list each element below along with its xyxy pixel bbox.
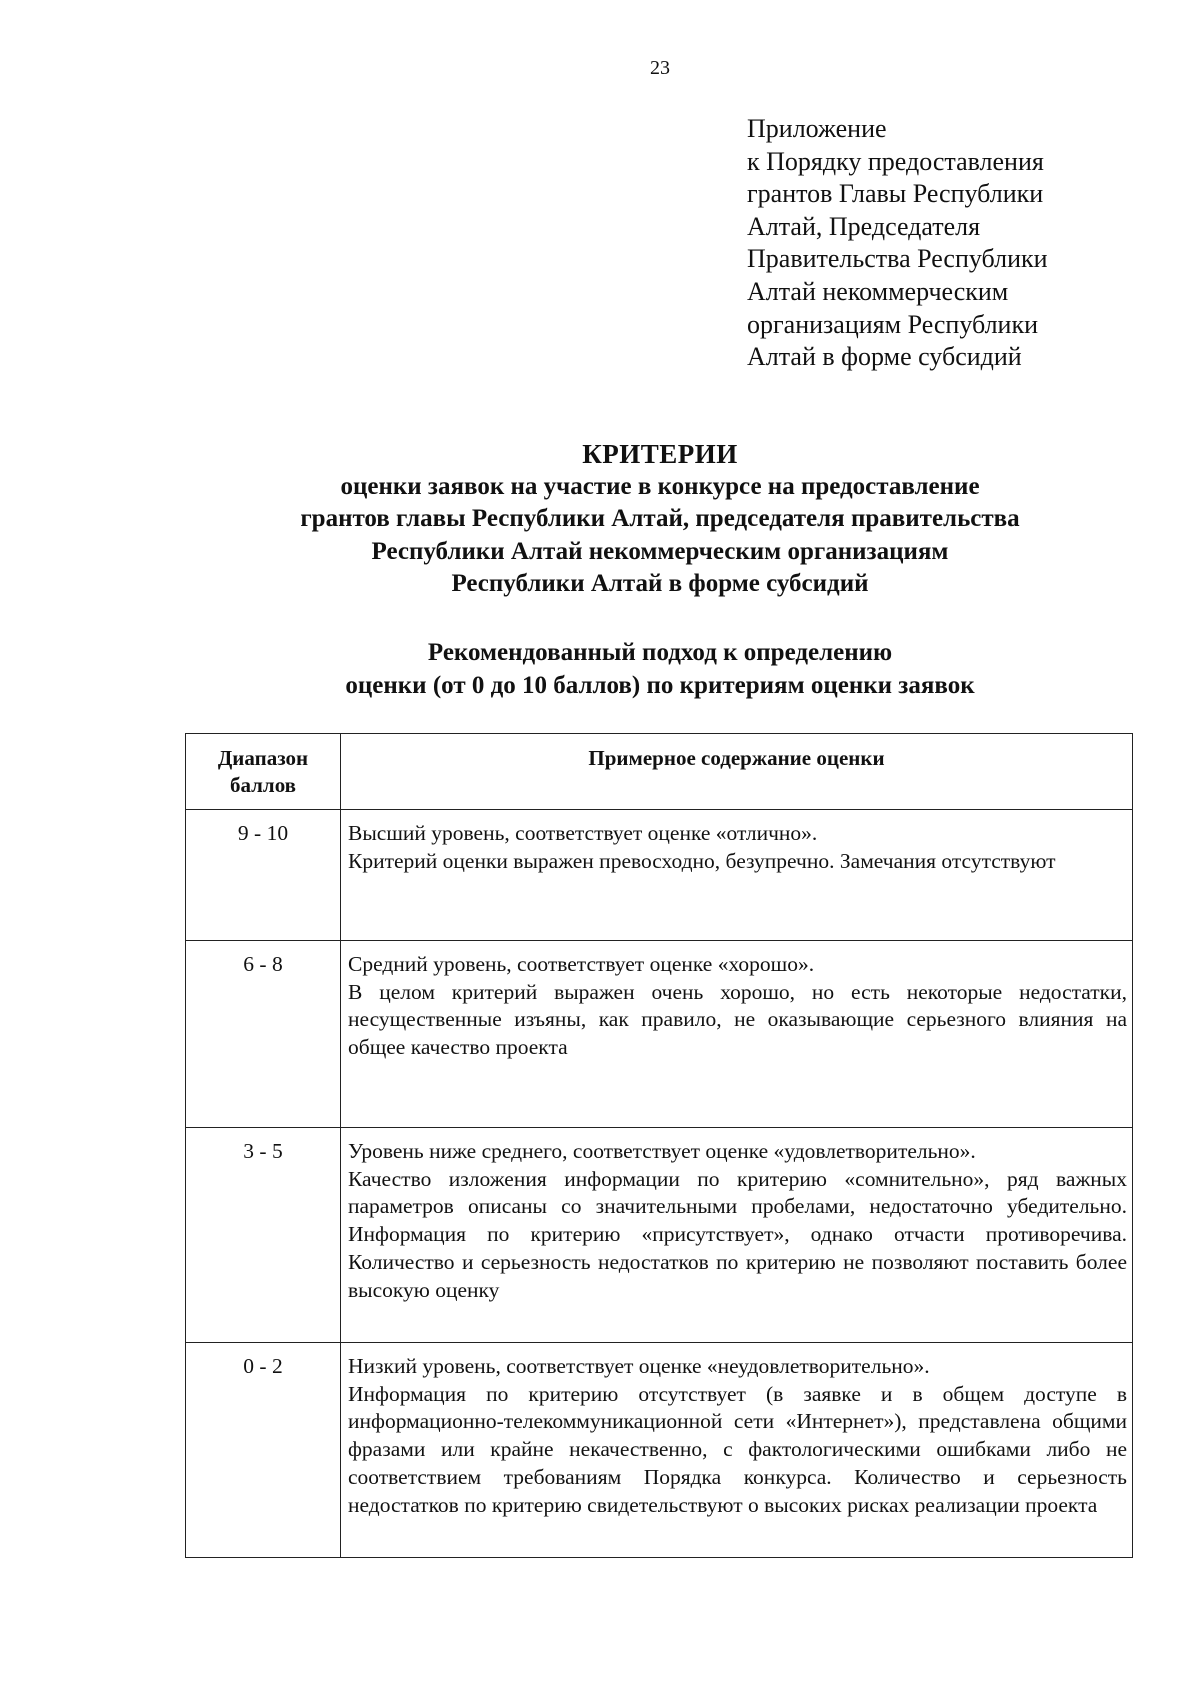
score-description bbox=[341, 1343, 1133, 1558]
score-range: 0 - 2 bbox=[186, 1343, 341, 1558]
appendix-line: грантов Главы Республики bbox=[747, 179, 1044, 209]
subtitle-line: Рекомендованный подход к определению bbox=[427, 639, 893, 666]
title-line: грантов главы Республики Алтай, председателя правительства bbox=[300, 505, 1020, 533]
title-line: оценки заявок на участие в конкурсе на предоставление bbox=[340, 472, 980, 500]
score-text: Информация по критерию отсутствует (в заявке и в общем доступе в информационно-телекоммуникационной сети «Интернет»), представлена общими фразами или крайне некачественно, с фактологическими ошибками либо не соответствием требованиям Порядка конкурса. Количество и серьезность недостатков по критерию свидетельствуют о высоких рисках реализации проекта bbox=[348, 1381, 1127, 1517]
score-description bbox=[341, 810, 1133, 941]
score-level: Средний уровень, соответствует оценке «хорошо». bbox=[348, 952, 815, 976]
score-text: Качество изложения информации по критерию «сомнительно», ряд важных параметров описаны со значительными пробелами, недостаточно убедительно. Информация по критерию «присутствует», однако отчасти противоречива. Количество и серьезность недостатков по критерию не позволяют поставить более высокую оценку bbox=[348, 1166, 1127, 1302]
document-subtitle bbox=[200, 637, 1120, 702]
appendix-note bbox=[747, 113, 1177, 374]
score-level: Низкий уровень, соответствует оценке «неудовлетворительно». bbox=[348, 1354, 930, 1378]
table-row bbox=[186, 1128, 1133, 1343]
header-range: Диапазон баллов bbox=[186, 734, 341, 810]
score-level: Высший уровень, соответствует оценке «отлично». bbox=[348, 821, 818, 845]
score-range: 9 - 10 bbox=[186, 810, 341, 941]
table-row bbox=[186, 810, 1133, 941]
page-number: 23 bbox=[650, 57, 670, 79]
appendix-line: организациям Республики bbox=[747, 309, 1039, 339]
title-line: Республики Алтай некоммерческим организациям bbox=[371, 537, 949, 565]
score-description bbox=[341, 1128, 1133, 1343]
appendix-line: Правительства Республики bbox=[747, 244, 1048, 274]
header-content: Примерное содержание оценки bbox=[341, 734, 1133, 810]
table-header-row bbox=[186, 734, 1133, 810]
score-text: Критерий оценки выражен превосходно, безупречно. Замечания отсутствуют bbox=[348, 848, 1056, 873]
score-level: Уровень ниже среднего, соответствует оценке «удовлетворительно». bbox=[348, 1139, 976, 1163]
title-line: Республики Алтай в форме субсидий bbox=[451, 570, 869, 598]
subtitle-line: оценки (от 0 до 10 баллов) по критериям оценки заявок bbox=[345, 671, 975, 699]
title-main: КРИТЕРИИ bbox=[582, 439, 738, 469]
score-range: 6 - 8 bbox=[186, 941, 341, 1128]
appendix-line: к Порядку предоставления bbox=[747, 146, 1044, 176]
appendix-line: Приложение bbox=[747, 114, 887, 143]
score-range: 3 - 5 bbox=[186, 1128, 341, 1343]
appendix-line: Алтай, Председателя bbox=[747, 211, 981, 241]
table-row bbox=[186, 1343, 1133, 1558]
score-text: В целом критерий выражен очень хорошо, но есть некоторые недостатки, несущественные изъяны, как правило, не оказывающие серьезного влияния на общее качество проекта bbox=[348, 979, 1127, 1060]
table-row bbox=[186, 941, 1133, 1128]
appendix-line: Алтай некоммерческим bbox=[747, 276, 1009, 306]
score-description bbox=[341, 941, 1133, 1128]
criteria-table bbox=[185, 733, 1133, 1558]
appendix-line: Алтай в форме субсидий bbox=[747, 342, 1022, 372]
document-title bbox=[200, 438, 1120, 601]
